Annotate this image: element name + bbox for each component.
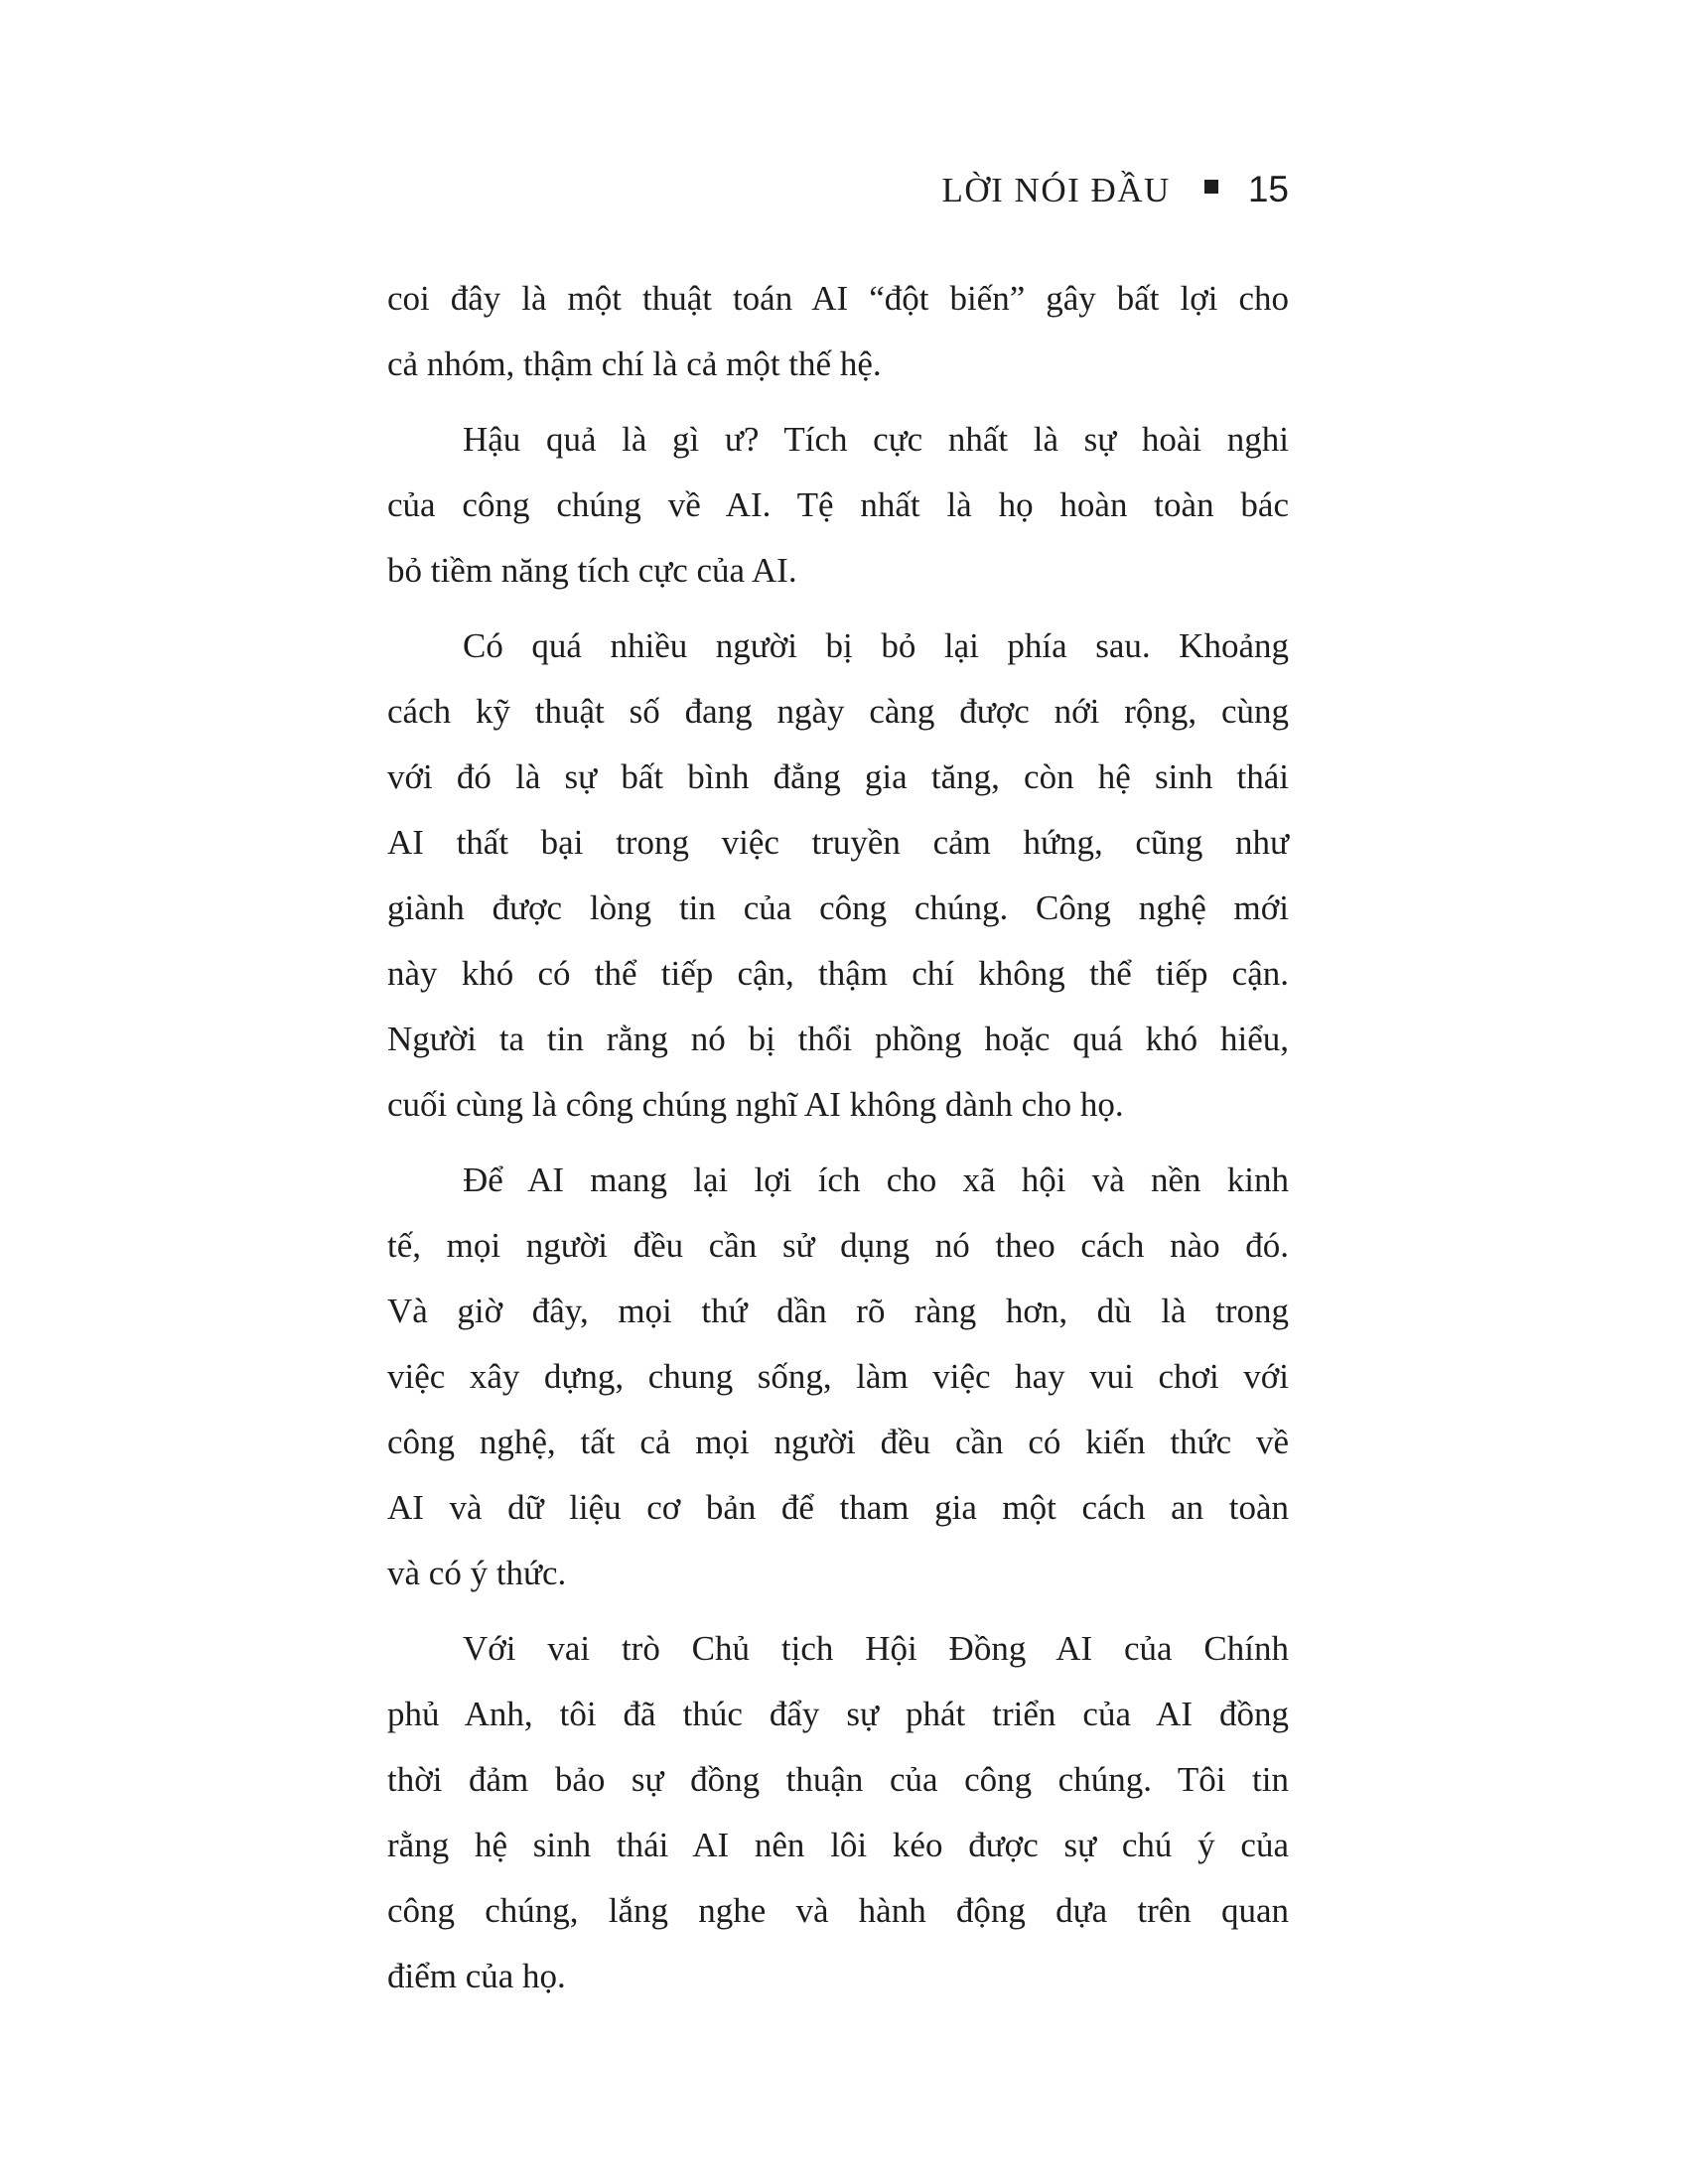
text-line: công nghệ, tất cả mọi người đều cần có kiến thức về — [387, 1423, 1289, 1461]
text-line: Người ta tin rằng nó bị thổi phồng hoặc quá khó hiểu, — [387, 1020, 1289, 1058]
text-line: với đó là sự bất bình đẳng gia tăng, còn hệ sinh thái — [387, 757, 1289, 796]
text-line: bỏ tiềm năng tích cực của AI. — [387, 551, 797, 590]
text-line: của công chúng về AI. Tệ nhất là họ hoàn toàn bác — [387, 485, 1289, 524]
text-line: này khó có thể tiếp cận, thậm chí không thể tiếp cận. — [387, 954, 1289, 993]
text-line: điểm của họ. — [387, 1957, 566, 1995]
running-header — [387, 169, 1289, 210]
paragraph — [387, 614, 1289, 1138]
paragraph — [387, 1616, 1289, 2009]
text-line: phủ Anh, tôi đã thúc đẩy sự phát triển của AI đồng — [387, 1695, 1289, 1733]
text-line: thời đảm bảo sự đồng thuận của công chúng. Tôi tin — [387, 1760, 1289, 1799]
text-line: coi đây là một thuật toán AI “đột biến” gây bất lợi cho — [387, 279, 1289, 318]
text-line: giành được lòng tin của công chúng. Công nghệ mới — [387, 888, 1289, 927]
paragraph — [387, 407, 1289, 604]
text-line: rằng hệ sinh thái AI nên lôi kéo được sự chú ý của — [387, 1826, 1289, 1864]
text-line: Với vai trò Chủ tịch Hội Đồng AI của Chính — [463, 1629, 1289, 1668]
text-line: Để AI mang lại lợi ích cho xã hội và nền kinh — [463, 1160, 1289, 1199]
paragraph — [387, 1148, 1289, 1606]
text-line: AI thất bại trong việc truyền cảm hứng, cũng như — [387, 823, 1289, 862]
text-line: việc xây dựng, chung sống, làm việc hay vui chơi với — [387, 1357, 1289, 1396]
text-line: Có quá nhiều người bị bỏ lại phía sau. Khoảng — [463, 626, 1289, 665]
square-bullet-icon — [1204, 180, 1218, 194]
text-line: cả nhóm, thậm chí là cả một thế hệ. — [387, 344, 882, 383]
paragraph — [387, 266, 1289, 397]
page-number: 15 — [1247, 169, 1289, 209]
chapter-title: LỜI NÓI ĐẦU — [941, 171, 1171, 209]
text-line: cách kỹ thuật số đang ngày càng được nới rộng, cùng — [387, 692, 1289, 731]
text-line: tế, mọi người đều cần sử dụng nó theo cách nào đó. — [387, 1226, 1289, 1265]
text-line: AI và dữ liệu cơ bản để tham gia một cách an toàn — [387, 1488, 1289, 1527]
text-line: Hậu quả là gì ư? Tích cực nhất là sự hoài nghi — [463, 420, 1289, 459]
text-line: và có ý thức. — [387, 1554, 567, 1592]
text-line: cuối cùng là công chúng nghĩ AI không dành cho họ. — [387, 1085, 1124, 1124]
text-line: Và giờ đây, mọi thứ dần rõ ràng hơn, dù là trong — [387, 1292, 1289, 1330]
body-text — [387, 266, 1289, 2009]
text-line: công chúng, lắng nghe và hành động dựa trên quan — [387, 1891, 1289, 1930]
